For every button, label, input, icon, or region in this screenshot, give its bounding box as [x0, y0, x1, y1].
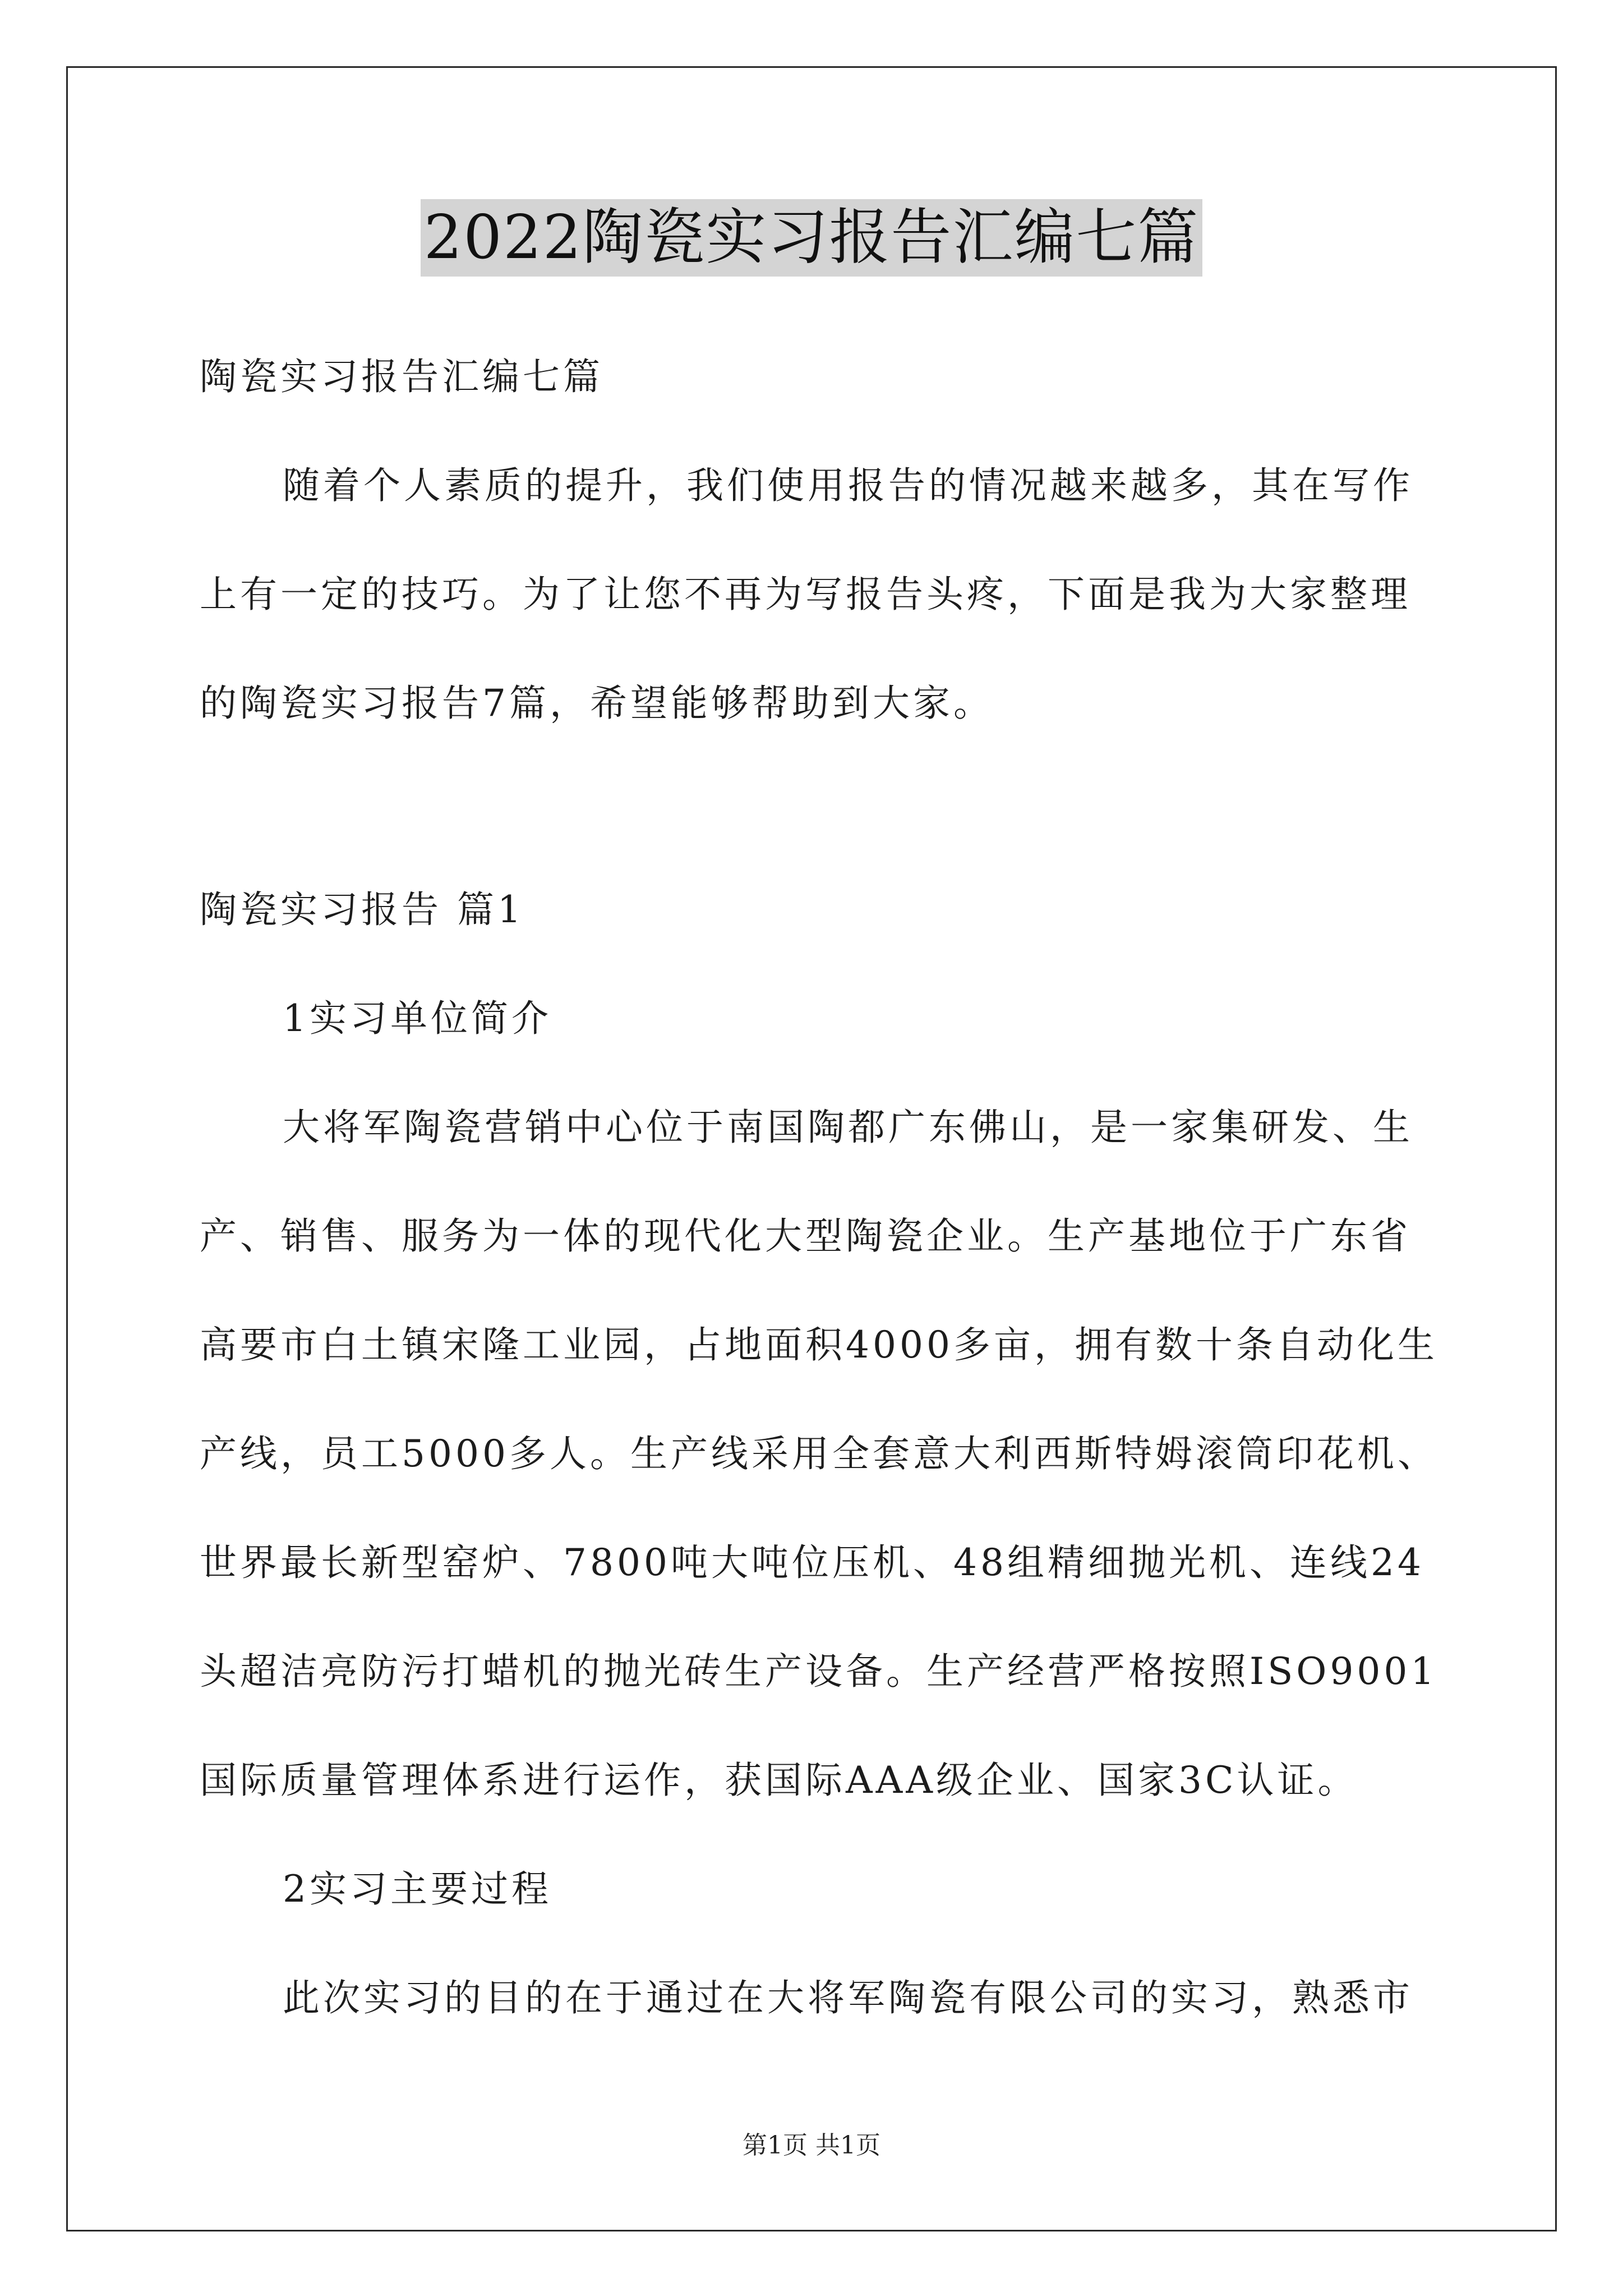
paragraph-line: 大将军陶瓷营销中心位于南国陶都广东佛山，是一家集研发、生 — [283, 1106, 1413, 1149]
subsection-heading: 2实习主要过程 — [283, 1867, 552, 1911]
paragraph-line: 此次实习的目的在于通过在大将军陶瓷有限公司的实习，熟悉市 — [283, 1976, 1413, 2019]
document-title: 2022陶瓷实习报告汇编七篇 — [421, 199, 1203, 277]
intro-line: 上有一定的技巧。为了让您不再为写报告头疼，下面是我为大家整理 — [200, 573, 1411, 616]
paragraph-line: 头超洁亮防污打蜡机的抛光砖生产设备。生产经营严格按照ISO9001 — [200, 1650, 1438, 1693]
section-heading: 陶瓷实习报告 篇1 — [200, 888, 524, 931]
intro-line: 随着个人素质的提升，我们使用报告的情况越来越多，其在写作 — [283, 464, 1413, 507]
document-subtitle: 陶瓷实习报告汇编七篇 — [200, 355, 603, 398]
paragraph-line: 产、销售、服务为一体的现代化大型陶瓷企业。生产基地位于广东省 — [200, 1214, 1411, 1258]
paragraph-line: 产线，员工5000多人。生产线采用全套意大利西斯特姆滚筒印花机、 — [200, 1432, 1438, 1475]
paragraph-line: 国际质量管理体系进行运作，获国际AAA级企业、国家3C认证。 — [200, 1759, 1358, 1802]
intro-line: 的陶瓷实习报告7篇，希望能够帮助到大家。 — [200, 682, 994, 725]
paragraph-line: 世界最长新型窑炉、7800吨大吨位压机、48组精细抛光机、连线24 — [200, 1541, 1424, 1584]
title-container — [0, 199, 1623, 277]
subsection-heading: 1实习单位简介 — [283, 997, 552, 1040]
paragraph-line: 高要市白土镇宋隆工业园，占地面积4000多亩，拥有数十条自动化生 — [200, 1323, 1438, 1366]
page-footer: 第1页 共1页 — [743, 2131, 880, 2160]
